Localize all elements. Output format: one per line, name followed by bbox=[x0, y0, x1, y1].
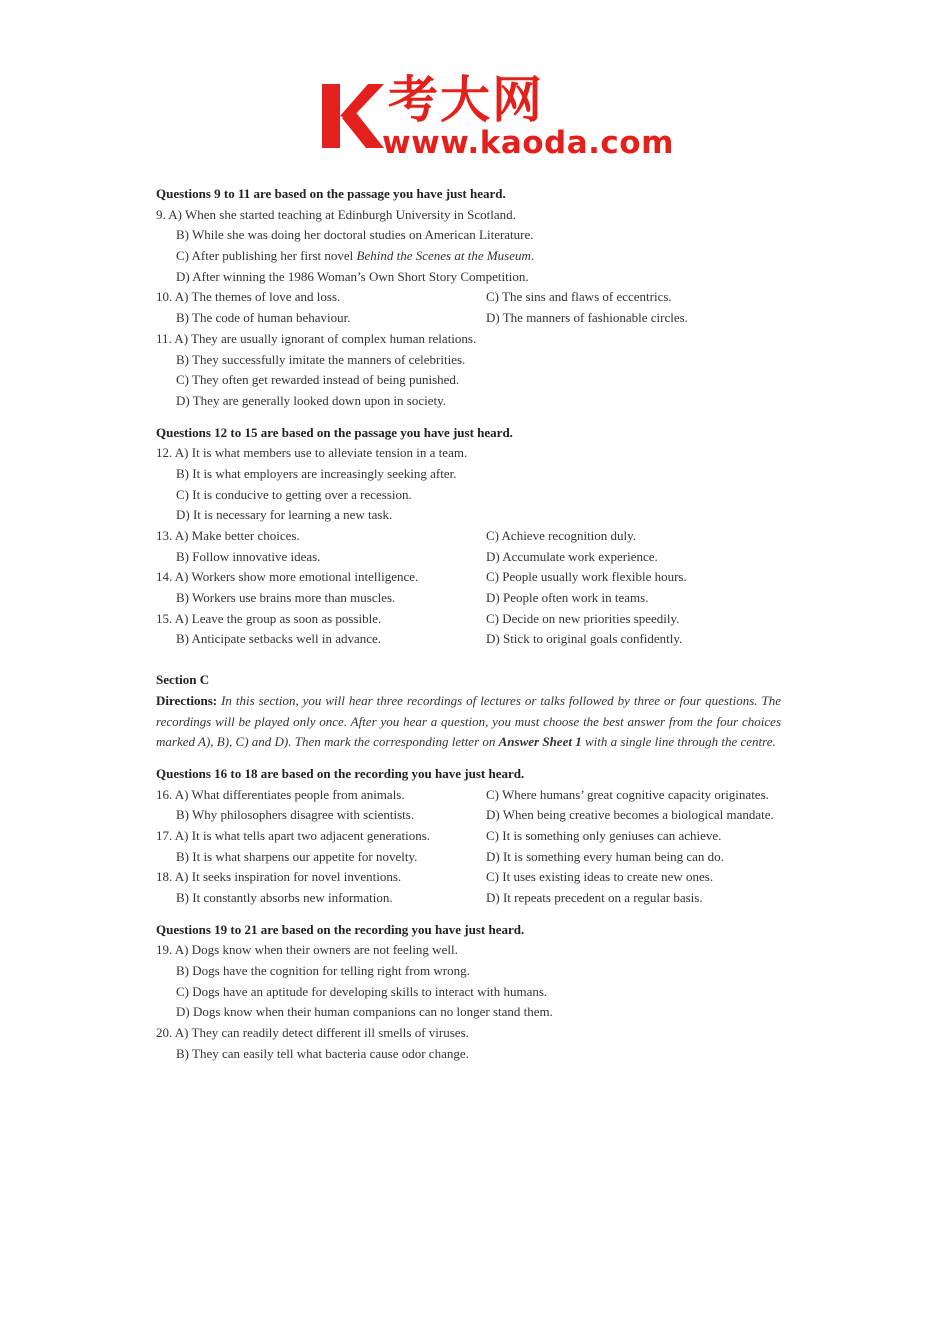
q10-option-b: B) The code of human behaviour. bbox=[176, 310, 351, 326]
directions-label: Directions: bbox=[156, 692, 218, 708]
q19-option-d: D) Dogs know when their human companions can no longer stand them. bbox=[176, 1004, 553, 1020]
q12-option-c: C) It is conducive to getting over a recession. bbox=[176, 486, 412, 502]
q10-row-2 bbox=[156, 308, 781, 329]
section-directions bbox=[156, 691, 781, 753]
q9-option-c bbox=[156, 246, 781, 267]
logo-chinese-text: 考大网 bbox=[388, 71, 544, 129]
q19-option-b: B) Dogs have the cognition for telling right from wrong. bbox=[176, 963, 470, 979]
question-group-header: Questions 19 to 21 are based on the recording you have just heard. bbox=[156, 921, 525, 937]
q9-option-d: D) After winning the 1986 Woman’s Own Short Story Competition. bbox=[176, 268, 529, 284]
q16-option-d: D) When being creative becomes a biological mandate. bbox=[486, 807, 774, 823]
directions-text-2: with a single line through the centre. bbox=[581, 734, 776, 750]
q18-option-a: 18. A) It seeks inspiration for novel inventions. bbox=[156, 869, 402, 885]
q13-option-d: D) Accumulate work experience. bbox=[486, 548, 658, 564]
q11-option-a: 11. A) They are usually ignorant of complex human relations. bbox=[156, 330, 477, 346]
q18-row-1 bbox=[156, 867, 781, 888]
q14-option-c: C) People usually work flexible hours. bbox=[486, 569, 687, 585]
q14-option-a: 14. A) Workers show more emotional intelligence. bbox=[156, 569, 419, 585]
question-group-header: Questions 9 to 11 are based on the passage you have just heard. bbox=[156, 186, 506, 201]
q19-option-c: C) Dogs have an aptitude for developing skills to interact with humans. bbox=[176, 983, 548, 999]
exam-content bbox=[156, 184, 781, 1065]
q12-option-b: B) It is what employers are increasingly seeking after. bbox=[176, 465, 457, 481]
q18-option-b: B) It constantly absorbs new information. bbox=[176, 890, 393, 906]
q13-option-c: C) Achieve recognition duly. bbox=[486, 528, 637, 543]
directions-text-1: In this section, you will hear three recordings of lectures or talks followed by three or four questions. The recordings will be played only once. After you hear a question, you must choose the best answer from the four choices marked A), B), C) and D). Then mark the corresponding letter on bbox=[156, 692, 781, 750]
q13-option-b: B) Follow innovative ideas. bbox=[176, 548, 321, 564]
section-title: Section C bbox=[156, 672, 210, 688]
q17-option-c: C) It is something only geniuses can achieve. bbox=[486, 827, 722, 843]
q13-row-2 bbox=[156, 547, 781, 568]
kaoda-logo bbox=[318, 70, 674, 161]
q20-option-a: 20. A) They can readily detect different ill smells of viruses. bbox=[156, 1025, 469, 1041]
q17-option-b: B) It is what sharpens our appetite for novelty. bbox=[176, 848, 418, 864]
q17-option-d: D) It is something every human being can do. bbox=[486, 848, 724, 864]
q18-option-c: C) It uses existing ideas to create new ones. bbox=[486, 869, 714, 885]
q16-row-1 bbox=[156, 785, 781, 806]
q16-option-a: 16. A) What differentiates people from animals. bbox=[156, 786, 405, 802]
novel-title: Behind the Scenes at the Museum bbox=[356, 248, 531, 264]
q9-option-a: 9. A) When she started teaching at Edinburgh University in Scotland. bbox=[156, 206, 516, 222]
q15-option-b: B) Anticipate setbacks well in advance. bbox=[176, 631, 382, 647]
q9-option-c-post: . bbox=[530, 248, 535, 264]
q13-row-1 bbox=[156, 526, 781, 547]
q14-option-d: D) People often work in teams. bbox=[486, 590, 649, 606]
question-group-header: Questions 12 to 15 are based on the passage you have just heard. bbox=[156, 424, 513, 440]
q15-option-d: D) Stick to original goals confidently. bbox=[486, 631, 683, 647]
q18-row-2 bbox=[156, 888, 781, 909]
q18-option-d: D) It repeats precedent on a regular basis. bbox=[486, 890, 703, 906]
q11-option-b: B) They successfully imitate the manners of celebrities. bbox=[176, 351, 466, 367]
q20-option-b: B) They can easily tell what bacteria cause odor change. bbox=[176, 1045, 469, 1061]
q10-option-a: 10. A) The themes of love and loss. bbox=[156, 289, 341, 305]
q15-row-1 bbox=[156, 609, 781, 630]
q12-option-d: D) It is necessary for learning a new task. bbox=[176, 507, 393, 523]
k-logo-icon bbox=[318, 80, 386, 152]
q14-row-2 bbox=[156, 588, 781, 609]
q13-option-a: 13. A) Make better choices. bbox=[156, 528, 300, 543]
q10-option-c: C) The sins and flaws of eccentrics. bbox=[486, 289, 672, 305]
q15-option-c: C) Decide on new priorities speedily. bbox=[486, 610, 680, 626]
q15-row-2 bbox=[156, 629, 781, 650]
q14-row-1 bbox=[156, 567, 781, 588]
question-group-header: Questions 16 to 18 are based on the recording you have just heard. bbox=[156, 765, 525, 781]
answer-sheet-label: Answer Sheet 1 bbox=[498, 734, 582, 750]
q16-option-c: C) Where humans’ great cognitive capacity originates. bbox=[486, 786, 769, 802]
q17-row-1 bbox=[156, 826, 781, 847]
q9-option-c-pre: C) After publishing her first novel bbox=[176, 248, 357, 264]
q11-option-c: C) They often get rewarded instead of being punished. bbox=[176, 372, 460, 388]
q10-option-d: D) The manners of fashionable circles. bbox=[486, 310, 688, 326]
q11-option-d: D) They are generally looked down upon in society. bbox=[176, 392, 447, 408]
q14-option-b: B) Workers use brains more than muscles. bbox=[176, 590, 396, 606]
logo-url-text: www.kaoda.com bbox=[382, 125, 674, 161]
q16-option-b: B) Why philosophers disagree with scientists. bbox=[176, 807, 415, 823]
q12-option-a: 12. A) It is what members use to alleviate tension in a team. bbox=[156, 445, 468, 461]
q9-option-b: B) While she was doing her doctoral studies on American Literature. bbox=[176, 227, 534, 243]
q19-option-a: 19. A) Dogs know when their owners are not feeling well. bbox=[156, 942, 458, 958]
q16-row-2 bbox=[156, 805, 781, 826]
q10-row-1 bbox=[156, 287, 781, 308]
q17-option-a: 17. A) It is what tells apart two adjacent generations. bbox=[156, 827, 431, 843]
q17-row-2 bbox=[156, 847, 781, 868]
q15-option-a: 15. A) Leave the group as soon as possible. bbox=[156, 610, 382, 626]
